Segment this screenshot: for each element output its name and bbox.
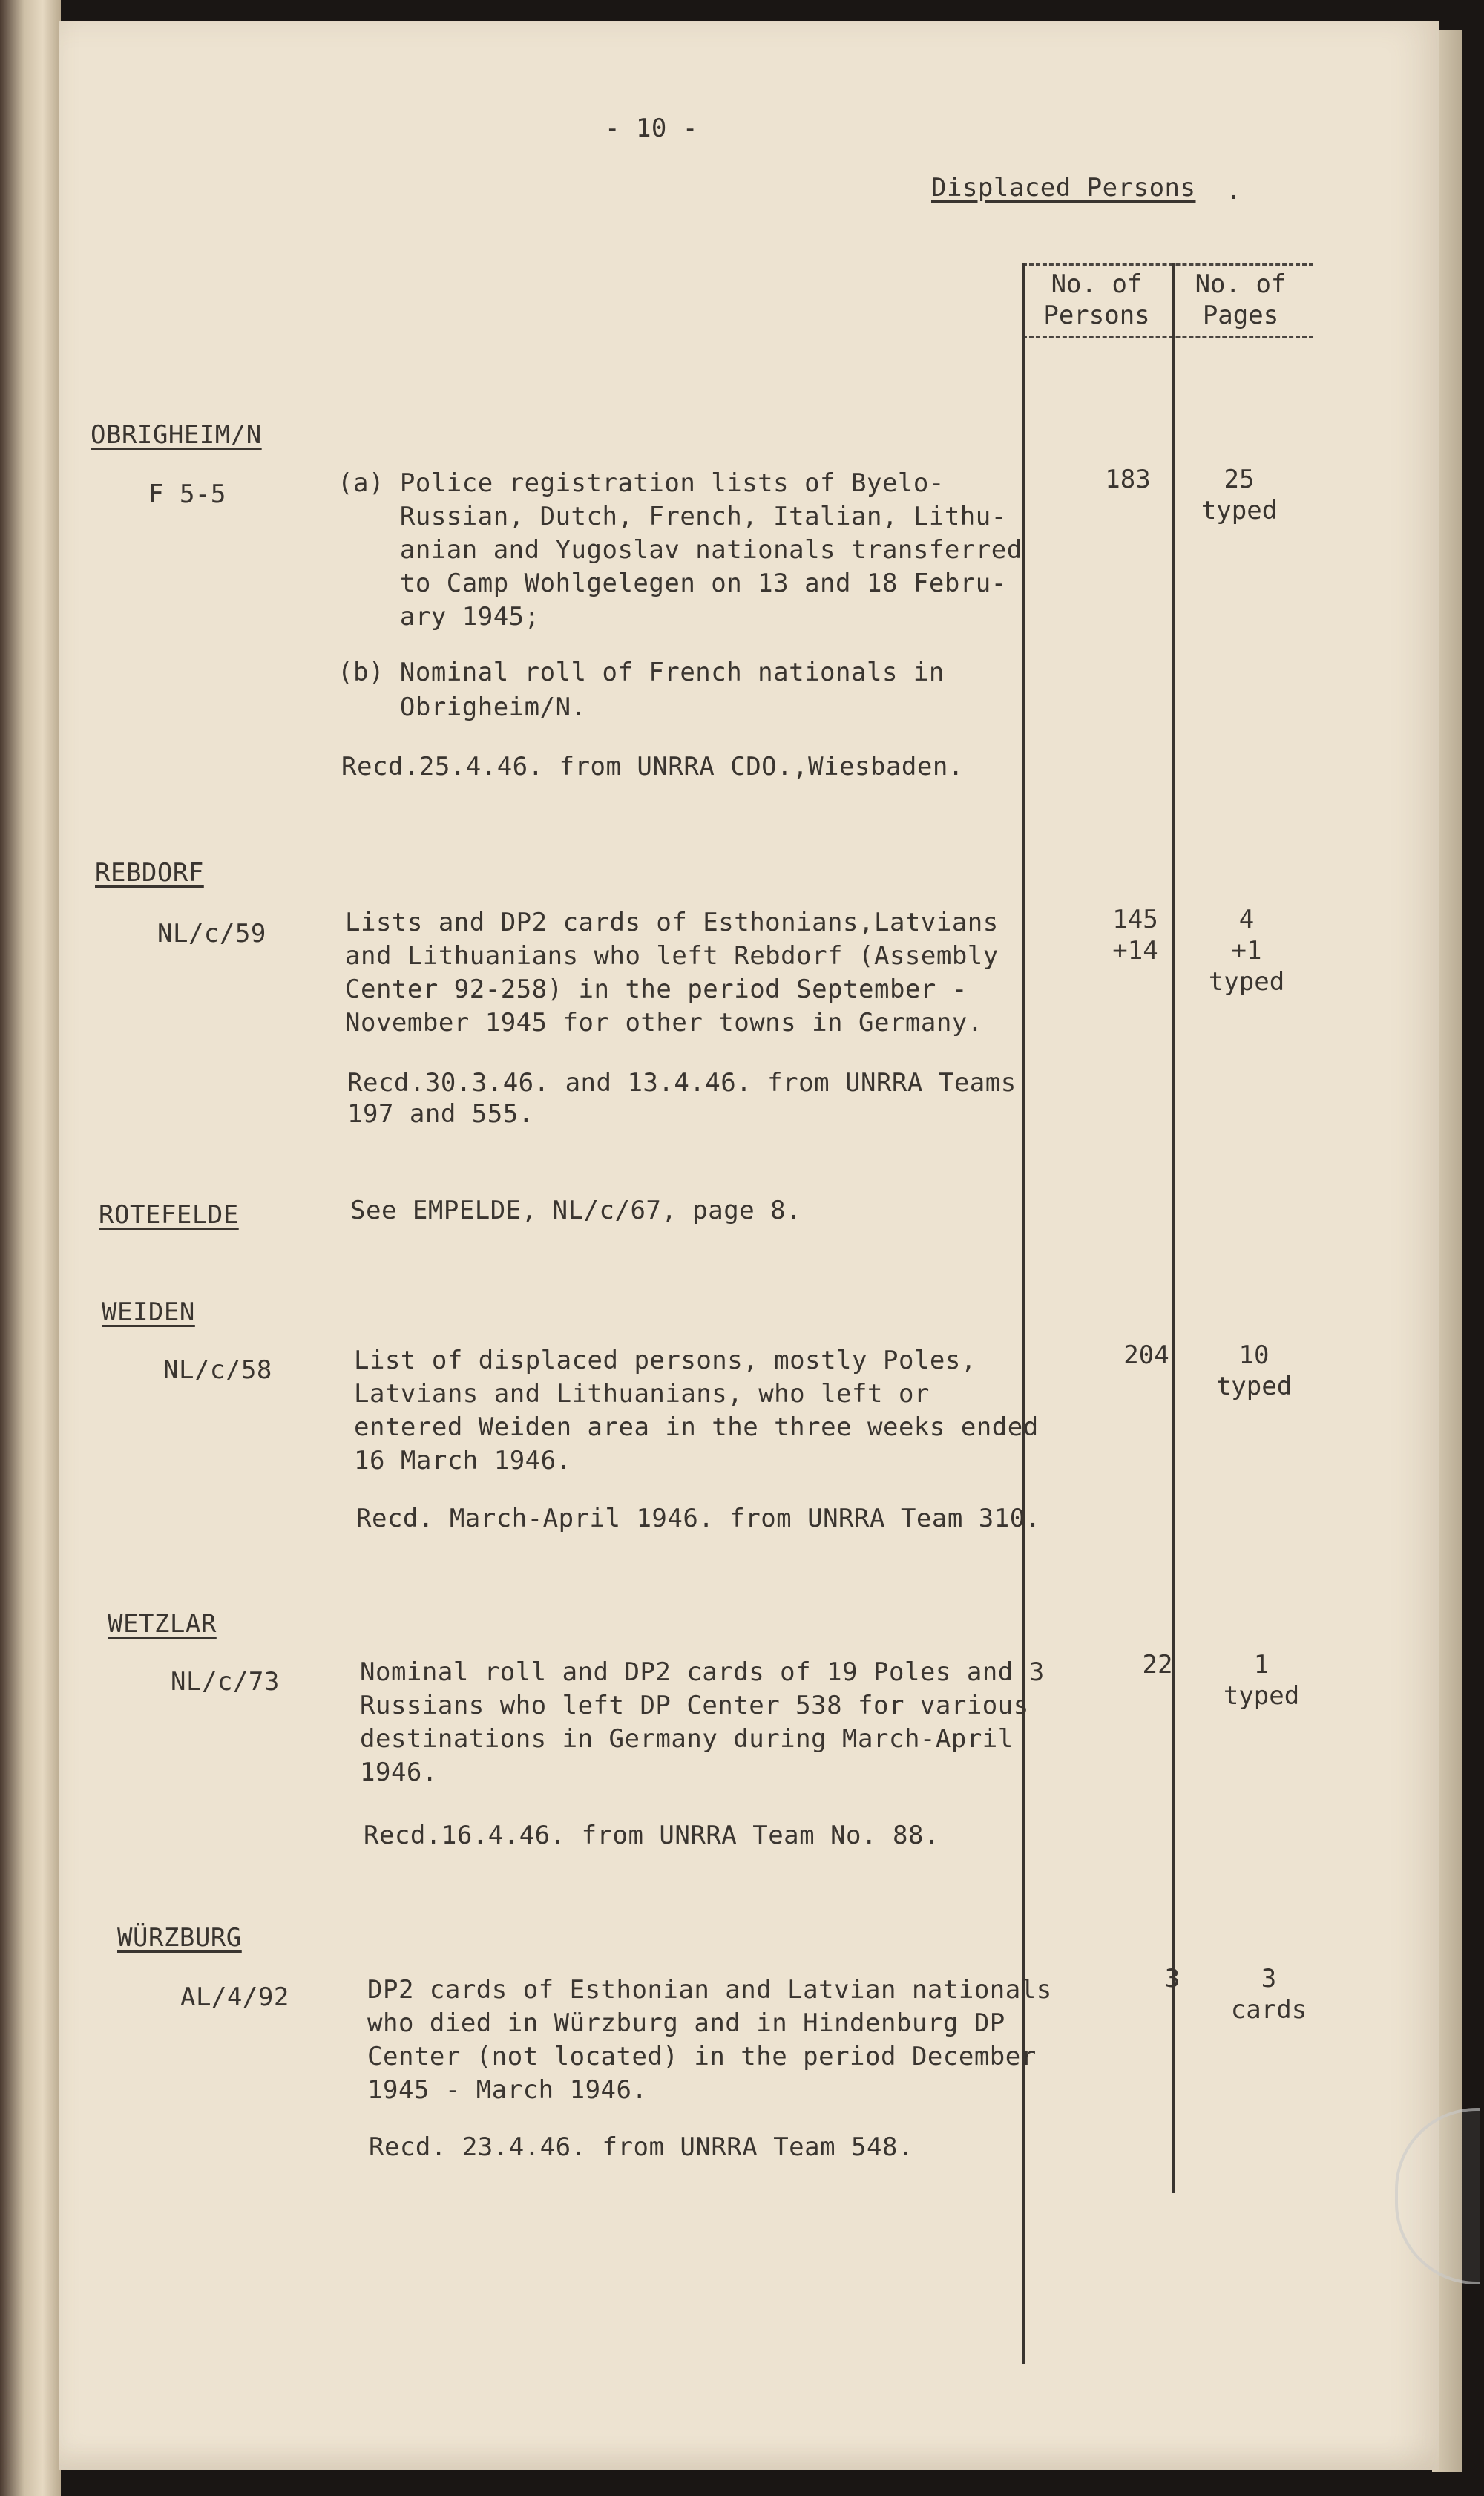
persons-count: 204 bbox=[1123, 1340, 1169, 1370]
entry-description-line: ary 1945; bbox=[338, 602, 540, 632]
entry-description-line: 1945 - March 1946. bbox=[367, 2075, 648, 2105]
place-heading: OBRIGHEIM/N bbox=[91, 420, 262, 450]
document-page bbox=[59, 21, 1439, 2470]
entry-description-line: destinations in Germany during March-April bbox=[360, 1724, 1014, 1754]
reference-code: NL/c/58 bbox=[163, 1355, 272, 1385]
entry-description-line: Latvians and Lithuanians, who left or bbox=[354, 1379, 930, 1409]
book-binding bbox=[0, 0, 61, 2496]
entry-description-line: Center (not located) in the period December bbox=[367, 2042, 1037, 2071]
received-note: Recd. 23.4.46. from UNRRA Team 548. bbox=[369, 2132, 913, 2162]
place-heading: WEIDEN bbox=[102, 1297, 195, 1327]
title-dot: . bbox=[1226, 176, 1241, 206]
entry-description-line: (a) Police registration lists of Byelo- bbox=[338, 468, 945, 498]
reference-code: AL/4/92 bbox=[180, 1982, 289, 2012]
entry-description-line: List of displaced persons, mostly Poles, bbox=[354, 1346, 976, 1375]
reference-code: NL/c/59 bbox=[157, 919, 266, 949]
persons-count: 22 bbox=[1142, 1650, 1173, 1680]
pages-count: 25 typed bbox=[1201, 465, 1278, 525]
received-note: Recd.25.4.46. from UNRRA CDO.,Wiesbaden. bbox=[341, 752, 964, 782]
entry-description-line: DP2 cards of Esthonian and Latvian nationals bbox=[367, 1975, 1052, 2005]
page-number: - 10 - bbox=[605, 114, 698, 143]
persons-count: 183 bbox=[1105, 465, 1151, 494]
entry-description-line: (b) Nominal roll of French nationals in bbox=[338, 658, 945, 687]
place-heading: REBDORF bbox=[95, 858, 204, 888]
entry-description-line: 16 March 1946. bbox=[354, 1446, 572, 1475]
persons-count: 3 bbox=[1164, 1964, 1181, 1994]
pages-count: 4 +1 typed bbox=[1208, 905, 1285, 997]
entry-description-line: Center 92-258) in the period September - bbox=[345, 975, 968, 1004]
cross-reference: See EMPELDE, NL/c/67, page 8. bbox=[350, 1196, 802, 1225]
header-bottom-rule bbox=[1022, 336, 1313, 338]
header-top-rule bbox=[1022, 263, 1313, 266]
entry-description-line: 1946. bbox=[360, 1758, 438, 1787]
pages-count: 10 typed bbox=[1215, 1340, 1293, 1401]
pages-count: 1 typed bbox=[1223, 1650, 1300, 1711]
reference-code: NL/c/73 bbox=[171, 1667, 280, 1697]
entry-description-line: Russian, Dutch, French, Italian, Lithu- bbox=[338, 502, 1007, 531]
reference-code: F 5-5 bbox=[148, 479, 226, 509]
received-note: Recd. March-April 1946. from UNRRA Team 310. bbox=[356, 1504, 1041, 1533]
entry-description-line: Nominal roll and DP2 cards of 19 Poles and 3 bbox=[360, 1657, 1045, 1687]
received-note: Recd.16.4.46. from UNRRA Team No. 88. bbox=[364, 1821, 939, 1850]
entry-description-line: Russians who left DP Center 538 for various bbox=[360, 1691, 1029, 1720]
entry-description-line: November 1945 for other towns in Germany. bbox=[345, 1008, 983, 1038]
entry-description-line: and Lithuanians who left Rebdorf (Assembly bbox=[345, 941, 999, 971]
section-title: Displaced Persons bbox=[931, 173, 1196, 203]
place-heading: WÜRZBURG bbox=[117, 1923, 242, 1953]
column-rule-2 bbox=[1172, 263, 1175, 2193]
entry-description-line: who died in Würzburg and in Hindenburg DP bbox=[367, 2008, 1005, 2038]
entry-description-line: entered Weiden area in the three weeks ended bbox=[354, 1412, 1039, 1442]
entry-description-line: anian and Yugoslav nationals transferred bbox=[338, 535, 1022, 565]
persons-count: 145 +14 bbox=[1112, 905, 1158, 966]
header-persons: No. of Persons bbox=[1043, 269, 1150, 330]
place-heading: ROTEFELDE bbox=[99, 1200, 239, 1230]
entry-description-line: Lists and DP2 cards of Esthonians,Latvians bbox=[345, 908, 999, 937]
received-note: Recd.30.3.46. and 13.4.46. from UNRRA Teams 197 and 555. bbox=[347, 1068, 1017, 1129]
entry-description-line: to Camp Wohlgelegen on 13 and 18 Febru- bbox=[338, 569, 1007, 598]
pages-count: 3 cards bbox=[1230, 1964, 1307, 2025]
place-heading: WETZLAR bbox=[108, 1609, 217, 1639]
header-pages: No. of Pages bbox=[1195, 269, 1287, 330]
entry-description-line: Obrigheim/N. bbox=[338, 692, 587, 722]
